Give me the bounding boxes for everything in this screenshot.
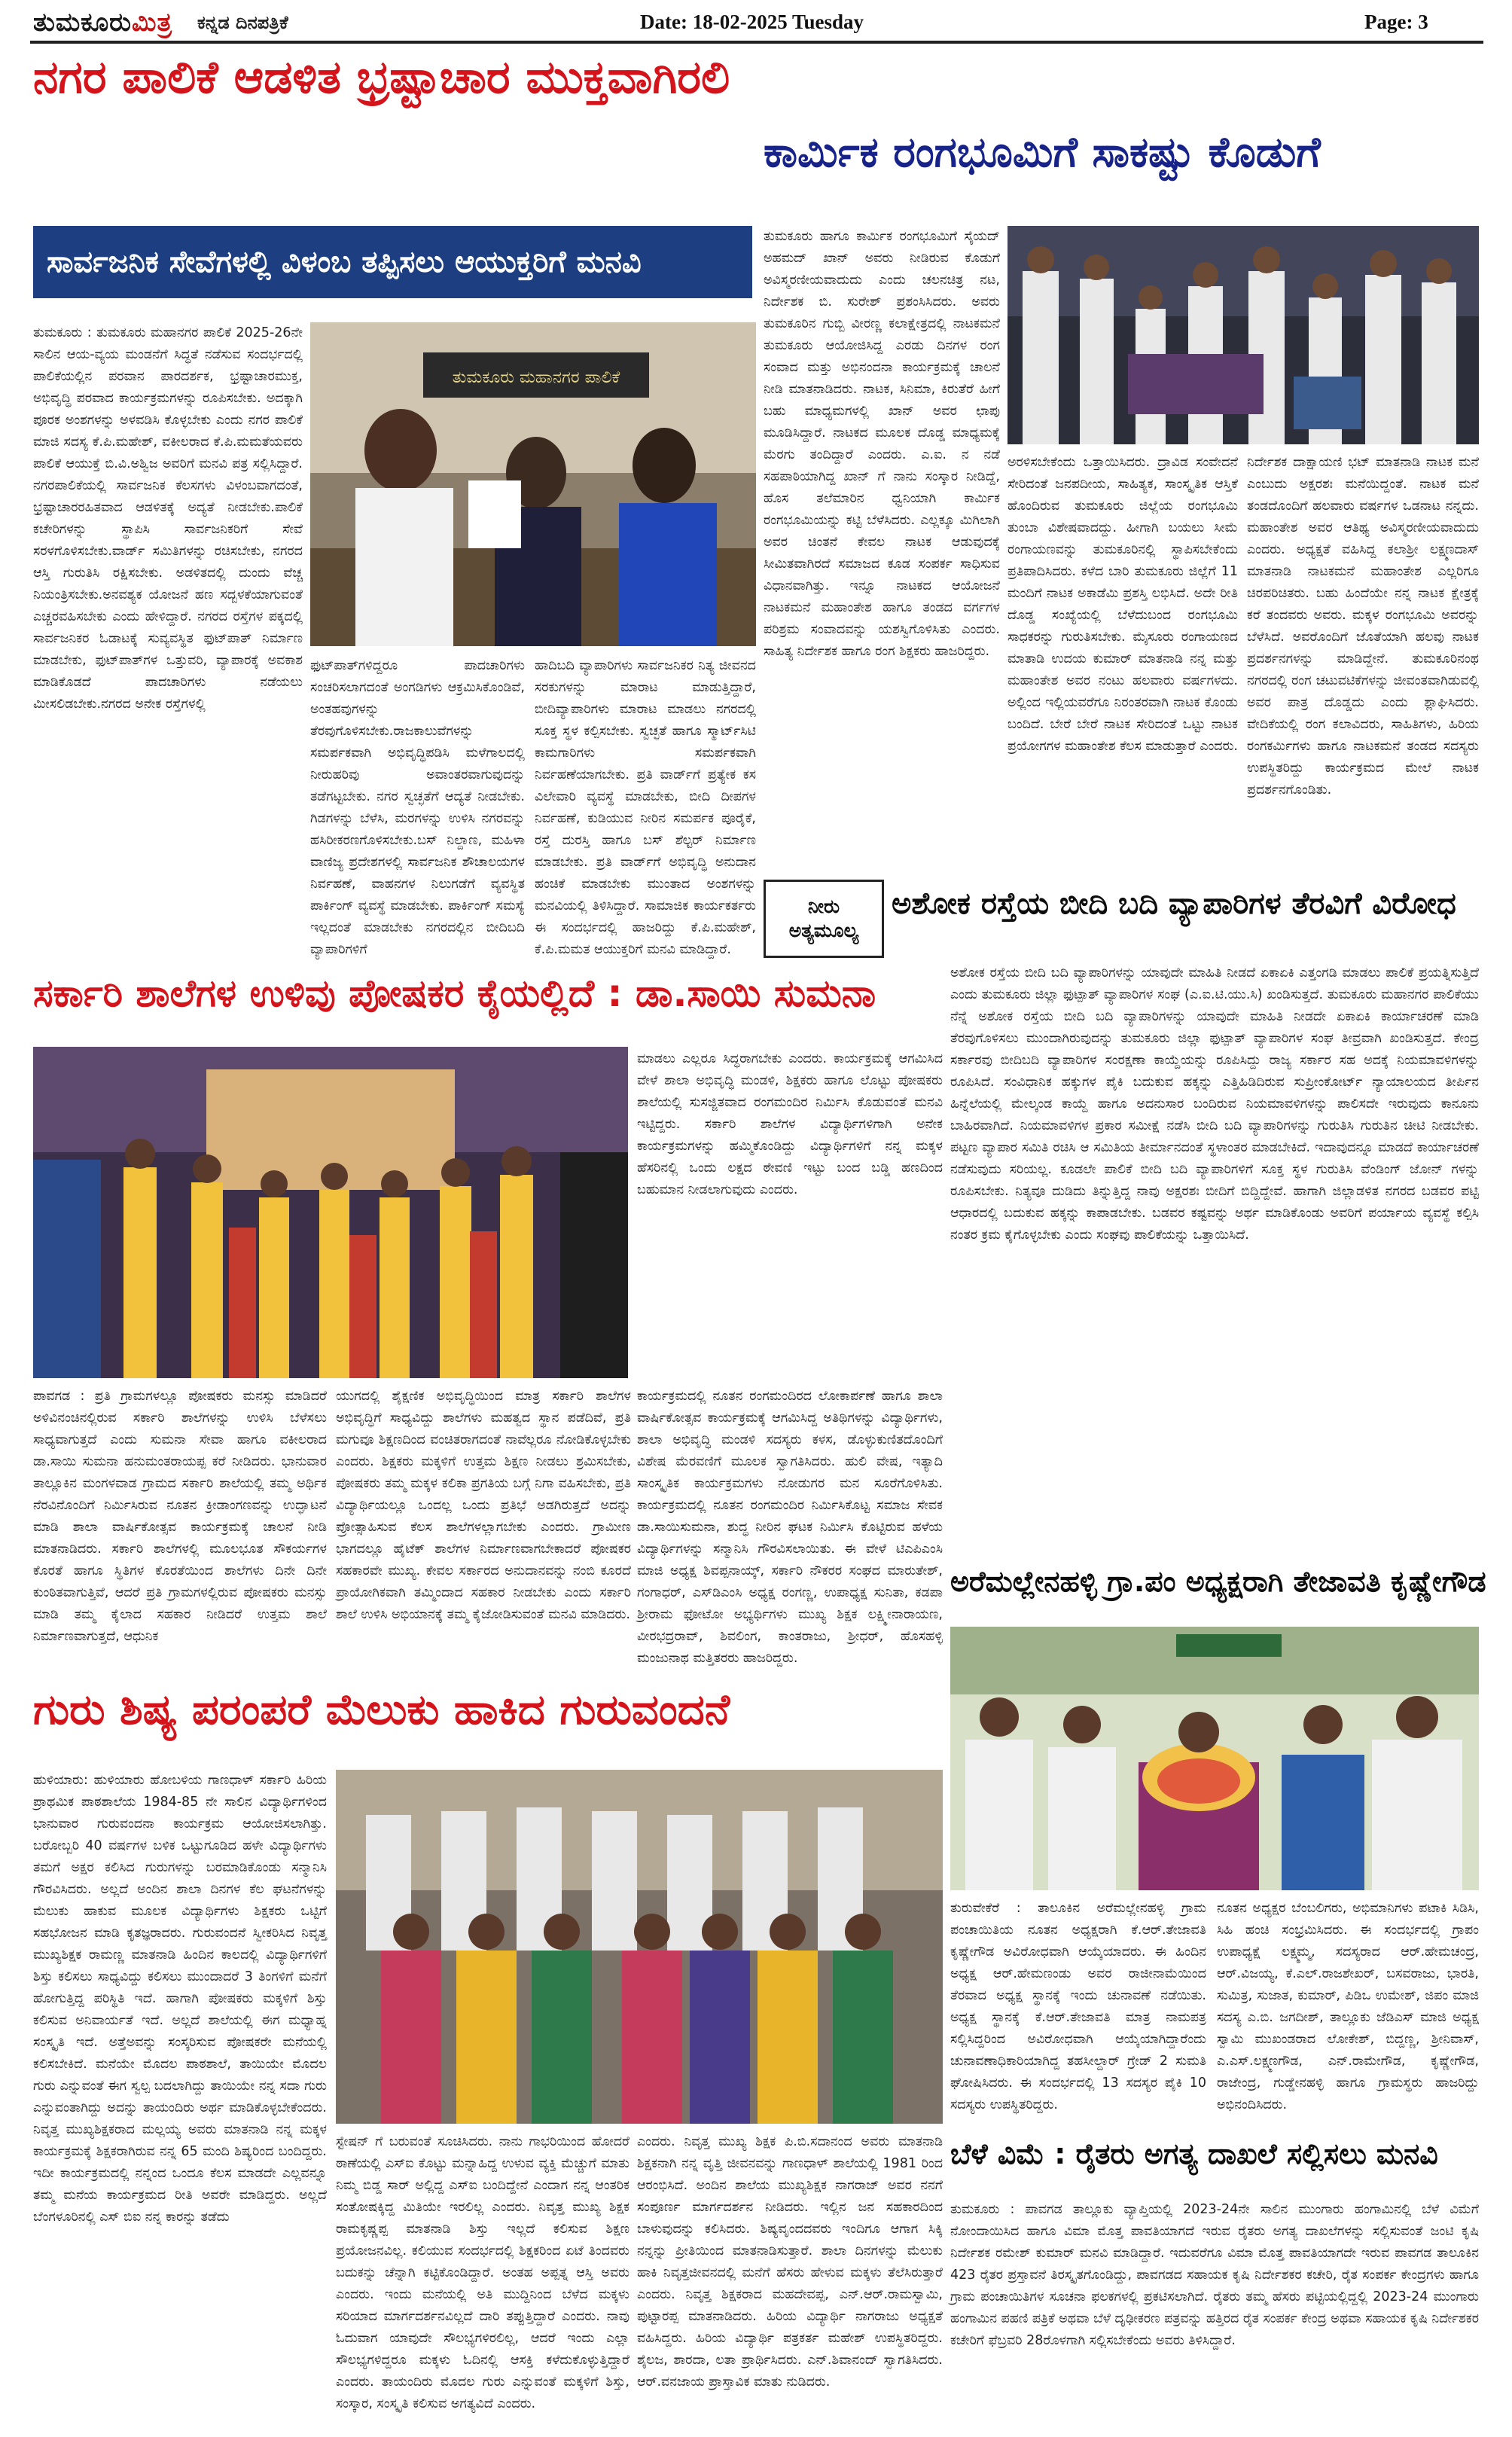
logo-text: ತುಮಕೂರು [33, 8, 132, 38]
article-tejavathi-col2: ನೂತನ ಅಧ್ಯಕ್ಷರ ಬೆಂಬಲಿಗರು, ಅಭಿಮಾನಿಗಳು ಪಟಾಕಿ ಸಿಡಿಸಿ, ಸಿಹಿ ಹಂಚಿ ಸಂಭ್ರಮಿಸಿದರು. ಈ ಸಂದರ್ಭದಲ್ಲಿ ಗ್ರಾಪಂ ಉಪಾಧ್ಯಕ್ಷೆ ಲಕ್ಷ್ಮಮ್ಮ, ಸದಸ್ಯರಾದ ಆರ್.ಹೇಮಚಂದ್ರ, ಆರ್.ವಿಜಯ್ಯ, ಕೆ.ಎಲ್.ರಾಜಶೇಖರ್, ಬಸವರಾಜು, ಭಾರತಿ, ಸುಮಿತ್ರ, ಸುಜಾತ, ಕುಮಾರ್, ಪಿಡಿಒ ಉಮೇಶ್, ಜಿಪಂ ಮಾಜಿ ಸದಸ್ಯ ಎ.ಬಿ. ಜಗದೀಶ್, ತಾಲ್ಲೂಕು ಜೆಡಿಎಸ್ ಮಾಜಿ ಅಧ್ಯಕ್ಷ ಸ್ವಾಮಿ ಮುಖಂಡರಾದ ಲೋಕೇಶ್, ಬಿದ್ದಣ್ಣ, ಶ್ರೀನಿವಾಸ್, ಎ.ಎಸ್.ಲಕ್ಷ್ಮಣಗೌಡ, ಎನ್.ರಾಮೇಗೌಡ, ಕೃಷ್ಣೇಗೌಡ, ರಾಜೇಂದ್ರ, ಗುಡ್ಡೇನಹಳ್ಳಿ ಹಾಗೂ ಗ್ರಾಮಸ್ಥರು ಹಾಜರಿದ್ದು ಅಭಿನಂದಿಸಿದರು. [1217, 1901, 1479, 2112]
photo-theatre-event [1007, 226, 1479, 444]
photo-illustration [33, 1047, 628, 1378]
issue-date: Date: 18-02-2025 Tuesday [640, 11, 864, 33]
photo-illustration [950, 1627, 1479, 1890]
headline-crop-insurance: ಬೆಳೆ ವಿಮೆ : ರೈತರು ಅಗತ್ಯ ದಾಖಲೆ ಸಲ್ಲಿಸಲು ಮನವಿ [950, 2137, 1438, 2170]
article-guru-col1: ಹುಳಿಯಾರು: ಹುಳಿಯಾರು ಹೋಬಳಿಯ ಗಾಣಧಾಳ್ ಸರ್ಕಾರಿ ಹಿರಿಯ ಪ್ರಾಥಮಿಕ ಪಾಠಶಾಲೆಯ 1984-85 ನೇ ಸಾಲಿನ ವಿದ್ಯಾರ್ಥಿಗಳಿಂದ ಭಾನುವಾರ ಗುರುವಂದನಾ ಕಾರ್ಯಕ್ರಮ ಆಯೋಜಿಸಲಾಗಿತ್ತು. ಬರೋಬ್ಬರಿ 40 ವರ್ಷಗಳ ಬಳಿಕ ಒಟ್ಟುಗೂಡಿದ ಹಳೇ ವಿದ್ಯಾರ್ಥಿಗಳು ತಮಗೆ ಅಕ್ಷರ ಕಲಿಸಿದ ಗುರುಗಳನ್ನು ಬರಮಾಡಿಕೊಂಡು ಸನ್ಮಾನಿಸಿ ಗೌರವಿಸಿದರು. ಅಲ್ಲದೆ ಅಂದಿನ ಶಾಲಾ ದಿನಗಳ ಕೆಲ ಘಟನೆಗಳನ್ನು ಮೆಲುಕು ಹಾಕುವ ಮೂಲಕ ವಿದ್ಯಾರ್ಥಿಗಳು ಶಿಕ್ಷಕರು ಒಟ್ಟಿಗೆ ಸಹಭೋಜನ ಮಾಡಿ ಕೃತಜ್ಞರಾದರು. ಗುರುವಂದನೆ ಸ್ವೀಕರಿಸಿದ ನಿವೃತ್ತ ಮುಖ್ಯಶಿಕ್ಷಕ ರಾಮಣ್ಣ ಮಾತನಾಡಿ ಹಿಂದಿನ ಕಾಲದಲ್ಲಿ ವಿದ್ಯಾರ್ಥಿಗಳಿಗೆ ಶಿಸ್ತು ಕಲಿಸಲು ಸಾಧ್ಯವಿದ್ದು ಕಲಿಸಲು ಮುಂದಾದರೆ 3 ತಿಂಗಳಿಗೆ ಮನೆಗೆ ಹೋಗುತ್ತಿದ್ದ ಪರಿಸ್ಥಿತಿ ಇದೆ. ಹಾಗಾಗಿ ಪೋಷಕರು ಮಕ್ಕಳಿಗೆ ಶಿಸ್ತು ಕಲಿಸುವ ಅನಿವಾರ್ಯತೆ ಇದೆ. ಅಲ್ಲದೆ ಶಾಲೆಯಲ್ಲಿ ಈಗ ಮಧ್ಯಾಹ್ನ ಸಂಸ್ಕೃತಿ ಇದೆ. ಅತ್ತೆಅವನ್ನು ಸಂಸ್ಕರಿಸುವ ಪೋಷಕರೇ ಮನೆಯಲ್ಲಿ ಕಲಿಸಬೇಕಿದೆ. ಮನೆಯೇ ಮೊದಲ ಪಾಠಶಾಲೆ, ತಾಯಿಯೇ ಮೊದಲ ಗುರು ಎನ್ನುವಂತೆ ಈಗ ಸ್ವಲ್ಪ ಬದಲಾಗಿದ್ದು ತಾಯಿಯೇ ನನ್ನ ಸದಾ ಗುರು ಎನ್ನುವಂತಾಗಿದ್ದು ಅದನ್ನು ತಾಯಂದಿರು ಅರ್ಥ ಮಾಡಿಕೊಳ್ಳಬೇಕೆಂದರು. ನಿವೃತ್ತ ಮುಖ್ಯಶಿಕ್ಷಕರಾದ ಮಲ್ಲಯ್ಯ ಅವರು ಮಾತನಾಡಿ ನನ್ನ ಮಕ್ಕಳ ಕಾರ್ಯಕ್ರಮಕ್ಕೆ ಶಿಕ್ಷಕರಾಗಿರುವ ನನ್ನ 65 ಮಂದಿ ಶಿಷ್ಯರಿಂದ ಬಂದಿದ್ದರು. ಇದೀ ಕಾರ್ಯಕ್ರಮದಲ್ಲಿ ನನ್ನಂದ ಒಂದೂ ಕೆಲಸ ಮಾಡದೇ ಎಲ್ಲವನ್ನೂ ತಮ್ಮ ಮನೆಯ ಕಾರ್ಯಕ್ರಮದ ರೀತಿ ಅವರೇ ಮಾಡಿದ್ದರು. ಅಲ್ಲದೆ ಬೆಂಗಳೂರಿನಲ್ಲಿ ಎಸ್ ಬಿಐ ನನ್ನ ಕಾರನ್ನು ತಡೆದು [33, 1773, 327, 2225]
photo-illustration [1007, 226, 1479, 444]
logo-text-accent: ಮಿತ್ರ [131, 8, 172, 38]
masthead-divider [30, 41, 1483, 44]
slogan-line-2: ಅತ್ಯಮೂಲ್ಯ [788, 920, 859, 941]
headline-guru-vandane: ಗುರು ಶಿಷ್ಯ ಪರಂಪರೆ ಮೆಲುಕು ಹಾಕಿದ ಗುರುವಂದನೆ [33, 1685, 730, 1734]
article-corruption-col3: ಹಾದಿಬದಿ ವ್ಯಾಪಾರಿಗಳು ಸಾರ್ವಜನಿಕರ ನಿತ್ಯ ಜೀವನದ ಸರಕುಗಳನ್ನು ಮಾರಾಟ ಮಾಡುತ್ತಿದ್ದಾರೆ, ಬೀದಿವ್ಯಾಪಾರಿಗಳು ಮಾರಾಟ ಮಾಡಲು ನಗರದಲ್ಲಿ ಸೂಕ್ತ ಸ್ಥಳ ಕಲ್ಪಿಸಬೇಕು. ಸ್ವಚ್ಛತೆ ಹಾಗೂ ಸ್ಮಾರ್ಟ್‌ಸಿಟಿ ಕಾಮಗಾರಿಗಳು ಸಮರ್ಪಕವಾಗಿ ನಿರ್ವಹಣೆಯಾಗಬೇಕು. ಪ್ರತಿ ವಾರ್ಡ್‌ಗೆ ಪ್ರತ್ಯೇಕ ಕಸ ವಿಲೇವಾರಿ ವ್ಯವಸ್ಥೆ ಮಾಡಬೇಕು, ಬೀದಿ ದೀಪಗಳ ನಿರ್ವಹಣೆ, ಕುಡಿಯುವ ನೀರಿನ ಸಮರ್ಪಕ ಪೂರೈಕೆ, ರಸ್ತೆ ದುರಸ್ತಿ ಹಾಗೂ ಬಸ್ ಶೆಲ್ಟರ್ ನಿರ್ಮಾಣ ಮಾಡಬೇಕು. ಪ್ರತಿ ವಾರ್ಡ್‌ಗೆ ಅಭಿವೃದ್ಧಿ ಅನುದಾನ ಹಂಚಿಕೆ ಮಾಡಬೇಕು ಮುಂತಾದ ಅಂಶಗಳನ್ನು ಮನವಿಯಲ್ಲಿ ತಿಳಿಸಿದ್ದಾರೆ. ಸಾಮಾಜಿಕ ಕಾರ್ಯಕರ್ತರು ಈ ಸಂದರ್ಭದಲ್ಲಿ ಹಾಜರಿದ್ದು ಕೆ.ಪಿ.ಮಹೇಶ್, ಕೆ.ಪಿ.ಮಮತ ಆಯುಕ್ತರಿಗೆ ಮನವಿ ಮಾಡಿದ್ದಾರೆ. [535, 658, 756, 957]
photo-illustration [336, 1770, 943, 2124]
article-schools-col1: ಪಾವಗಡ : ಪ್ರತಿ ಗ್ರಾಮಗಳಲ್ಲೂ ಪೋಷಕರು ಮನಸ್ಸು ಮಾಡಿದರೆ ಅಳಿವಿನಂಚಿನಲ್ಲಿರುವ ಸರ್ಕಾರಿ ಶಾಲೆಗಳನ್ನು ಉಳಿಸಿ ಬೆಳೆಸಲು ಸಾಧ್ಯವಾಗುತ್ತದೆ ಎಂದು ಸುಮನಾ ಸೇವಾ ಹಾಗೂ ವಕೀಲರಾದ ಡಾ.ಸಾಯಿ ಸುಮನಾ ಹನುಮಂತರಾಯಪ್ಪ ಕರೆ ನೀಡಿದರು. ಭಾನುವಾರ ತಾಲ್ಲೂಕಿನ ಮಂಗಳವಾಡ ಗ್ರಾಮದ ಸರ್ಕಾರಿ ಶಾಲೆಯಲ್ಲಿ ತಮ್ಮ ಅರ್ಥಿಕ ನೆರವಿನೊಂದಿಗೆ ನಿರ್ಮಿಸಿರುವ ನೂತನ ಕ್ರೀಡಾಂಗಣವನ್ನು ಉದ್ಘಾಟನೆ ಮಾಡಿ ಶಾಲಾ ವಾರ್ಷಿಕೋತ್ಸವ ಕಾರ್ಯಕ್ರಮಕ್ಕೆ ಚಾಲನೆ ನೀಡಿ ಮಾತನಾಡಿದರು. ಸರ್ಕಾರಿ ಶಾಲೆಗಳಲ್ಲಿ ಮೂಲಭೂತ ಸೌಕರ್ಯಗಳ ಕೊರತೆ ಹಾಗೂ ಸ್ಥಿತಿಗಳ ಕೊರತೆಯಿಂದ ಶಾಲೆಗಳು ದಿನೇ ದಿನೇ ಕುಂಠಿತವಾಗುತ್ತಿವೆ, ಆದರೆ ಪ್ರತಿ ಗ್ರಾಮಗಳಲ್ಲಿರುವ ಪೋಷಕರು ಮನಸ್ಸು ಮಾಡಿ ತಮ್ಮ ಕೈಲಾದ ಸಹಕಾರ ನೀಡಿದರೆ ಉತ್ತಮ ಶಾಲೆ ನಿರ್ಮಾಣವಾಗುತ್ತದೆ, ಆಧುನಿಕ [33, 1389, 327, 1644]
photo-commissioner-memorandum [310, 322, 756, 646]
article-schools-col2: ಯುಗದಲ್ಲಿ ಶೈಕ್ಷಣಿಕ ಅಭಿವೃದ್ಧಿಯಿಂದ ಮಾತ್ರ ಸರ್ಕಾರಿ ಶಾಲೆಗಳ ಅಭಿವೃದ್ಧಿಗೆ ಸಾಧ್ಯವಿದ್ದು ಶಾಲೆಗಳು ಮಹತ್ವದ ಸ್ಥಾನ ಪಡೆದಿವೆ, ಪ್ರತಿ ಮಗುವೂ ಶಿಕ್ಷಣದಿಂದ ವಂಚಿತರಾಗದಂತೆ ನಾವೆಲ್ಲರೂ ನೋಡಿಕೊಳ್ಳಬೇಕು ಎಂದರು. ಶಿಕ್ಷಕರು ಮಕ್ಕಳಿಗೆ ಉತ್ತಮ ಶಿಕ್ಷಣ ನೀಡಲು ಶ್ರಮಿಸಬೇಕು, ಪೋಷಕರು ತಮ್ಮ ಮಕ್ಕಳ ಕಲಿಕಾ ಪ್ರಗತಿಯ ಬಗ್ಗೆ ನಿಗಾ ವಹಿಸಬೇಕು, ಪ್ರತಿ ವಿದ್ಯಾರ್ಥಿಯಲ್ಲೂ ಒಂದಲ್ಲ ಒಂದು ಪ್ರತಿಭೆ ಅಡಗಿರುತ್ತದೆ ಅದನ್ನು ಪ್ರೋತ್ಸಾಹಿಸುವ ಕೆಲಸ ಶಾಲೆಗಳಲ್ಲಾಗಬೇಕು ಎಂದರು. ಗ್ರಾಮೀಣ ಭಾಗದಲ್ಲೂ ಹೈಟೆಕ್ ಶಾಲೆಗಳ ನಿರ್ಮಾಣವಾಗಬೇಕಾದರೆ ಪೋಷಕರ ಸಹಕಾರವೇ ಮುಖ್ಯ. ಕೇವಲ ಸರ್ಕಾರದ ಅನುದಾನವನ್ನು ನಂಬಿ ಕೂರದೆ ಪ್ರಾಯೋಗಿಕವಾಗಿ ತಮ್ಮಿಂದಾದ ಸಹಕಾರ ನೀಡಬೇಕು ಎಂದು ಸರ್ಕಾರಿ ಶಾಲೆ ಉಳಿಸಿ ಅಭಿಯಾನಕ್ಕೆ ತಮ್ಮ ಕೈಜೋಡಿಸುವಂತೆ ಮನವಿ ಮಾಡಿದರು. [336, 1389, 631, 1622]
page-number: Page: 3 [1364, 11, 1428, 33]
article-guru-col3: ಎಂದರು. ನಿವೃತ್ತ ಮುಖ್ಯ ಶಿಕ್ಷಕ ಪಿ.ಬಿ.ಸದಾನಂದ ಅವರು ಮಾತನಾಡಿ ಶಿಕ್ಷಕನಾಗಿ ನನ್ನ ವೃತ್ತಿ ಜೀವನವನ್ನು ಗಾಣಧಾಳ್ ಶಾಲೆಯಲ್ಲಿ 1981 ರಿಂದ ಆರಂಭಿಸಿದೆ. ಅಂದಿನ ಶಾಲೆಯ ಮುಖ್ಯಶಿಕ್ಷಕ ನಾಗರಾಜ್ ಅವರ ನನಗೆ ಸಂಪೂರ್ಣ ಮಾರ್ಗದರ್ಶನ ನೀಡಿದರು. ಇಲ್ಲಿನ ಜನ ಸಹಕಾರದಿಂದ ಬಾಳುವುದನ್ನು ಕಲಿಸಿದರು. ಶಿಷ್ಯವೃಂದದವರು ಇಂದಿಗೂ ಆಗಾಗ ಸಿಕ್ಕಿ ನನ್ನನ್ನು ಪ್ರೀತಿಯಿಂದ ಮಾತನಾಡಿಸುತ್ತಾರೆ. ಶಾಲಾ ದಿನಗಳನ್ನು ಮೆಲುಕು ಹಾಕಿ ನಿವೃತ್ತಜೀವನದಲ್ಲಿ ಮನೆಗೆ ಹೆಸರು ಹೇಳುವ ಮಕ್ಕಳು ತೆಲೆಸಿರುತ್ತಾರೆ ಎಂದರು. ನಿವೃತ್ತ ಶಿಕ್ಷಕರಾದ ಮಹದೇವಪ್ಪ, ಎನ್.ಆರ್.ರಾಮಸ್ವಾಮಿ, ಪುಟ್ಟಾರಪ್ಪ ಮಾತನಾಡಿದರು. ಹಿರಿಯ ವಿದ್ಯಾರ್ಥಿ ನಾಗರಾಜು ಅಧ್ಯಕ್ಷತೆ ವಹಿಸಿದ್ದರು. ಹಿರಿಯ ವಿದ್ಯಾರ್ಥಿ ಪತ್ರಕರ್ತ ಮಹೇಶ್ ಉಪಸ್ಥಿತರಿದ್ದರು. ಶೈಲಜ, ಶಾರದಾ, ಲತಾ ಪ್ರಾರ್ಥಿಸಿದರು. ಎನ್.ಶಿವಾನಂದ್ ಸ್ವಾಗತಿಸಿದರು. ಆರ್.ವನಜಾಯ ಪ್ರಾಸ್ತಾವಿಕ ಮಾತು ನುಡಿದರು. [637, 2134, 943, 2390]
article-tejavathi-col1: ತುರುವೇಕೆರೆ : ತಾಲೂಕಿನ ಅರೆಮಲ್ಲೇನಹಳ್ಳಿ ಗ್ರಾಮ ಪಂಚಾಯಿತಿಯ ನೂತನ ಅಧ್ಯಕ್ಷರಾಗಿ ಕೆ.ಆರ್.ತೇಜಾವತಿ ಕೃಷ್ಣೇಗೌಡ ಅವಿರೋಧವಾಗಿ ಆಯ್ಕೆಯಾದರು. ಈ ಹಿಂದಿನ ಅಧ್ಯಕ್ಷ ಆರ್.ಹೇಮಣಂಡು ಅವರ ರಾಜೀನಾಮೆಯಿಂದ ತೆರವಾದ ಅಧ್ಯಕ್ಷ ಸ್ಥಾನಕ್ಕೆ ಇಂದು ಚುನಾವಣೆ ನಡೆಯಿತು. ಅಧ್ಯಕ್ಷ ಸ್ಥಾನಕ್ಕೆ ಕೆ.ಆರ್.ತೇಜಾವತಿ ಮಾತ್ರ ನಾಮಪತ್ರ ಸಲ್ಲಿಸಿದ್ದರಿಂದ ಅವಿರೋಧವಾಗಿ ಆಯ್ಕೆಯಾಗಿದ್ದಾರೆಂದು ಚುನಾವಣಾಧಿಕಾರಿಯಾಗಿದ್ದ ತಹಸೀಲ್ದಾರ್ ಗ್ರೇಡ್ 2 ಸುಮತಿ ಘೋಷಿಸಿದರು. ಈ ಸಂದರ್ಭದಲ್ಲಿ 13 ಸದಸ್ಯರ ಪೈಕಿ 10 ಸದಸ್ಯರು ಉಪಸ್ಥಿತರಿದ್ದರು. [950, 1901, 1206, 2112]
headline-tejavathi: ಅರೆಮಲ್ಲೇನಹಳ್ಳಿ ಗ್ರಾ.ಪಂ ಅಧ್ಯಕ್ಷರಾಗಿ ತೇಜಾವತಿ ಕೃಷ್ಣೇಗೌಡ [950, 1565, 1486, 1598]
photo-guru-vandane [336, 1770, 943, 2124]
slogan-line-1: ನೀರು [807, 895, 840, 917]
headline-ashoka-road: ಅಶೋಕ ರಸ್ತೆಯ ಬೀದಿ ಬದಿ ವ್ಯಾಪಾರಿಗಳ ತೆರವಿಗೆ ವಿರೋಧ [892, 886, 1456, 921]
newspaper-subtitle: ಕನ್ನಡ ದಿನಪತ್ರಿಕೆ [197, 12, 288, 33]
article-schools-col3: ಕಾರ್ಯಕ್ರಮದಲ್ಲಿ ನೂತನ ರಂಗಮಂದಿರದ ಲೋಕಾರ್ಪಣೆ ಹಾಗೂ ಶಾಲಾ ವಾರ್ಷಿಕೋತ್ಸವ ಕಾರ್ಯಕ್ರಮಕ್ಕೆ ಆಗಮಿಸಿದ್ದ ಅತಿಥಿಗಳನ್ನು ವಿದ್ಯಾರ್ಥಿಗಳು, ಶಾಲಾ ಅಭಿವೃದ್ಧಿ ಮಂಡಳಿ ಸದಸ್ಯರು ಕಳಸ, ಡೊಳ್ಳುಕುಣಿತದೊಂದಿಗೆ ವಿಶೇಷ ಮೆರವಣಿಗೆ ಮೂಲಕ ಸ್ವಾಗತಿಸಿದರು. ಹುಲಿ ವೇಷ, ಇತ್ಯಾದಿ ಸಾಂಸ್ಕೃತಿಕ ಕಾರ್ಯಕ್ರಮಗಳು ನೋಡುಗರ ಮನ ಸೂರೆಗೊಳಿಸಿತು. ಕಾರ್ಯಕ್ರಮದಲ್ಲಿ ನೂತನ ರಂಗಮಂದಿರ ನಿರ್ಮಿಸಿಕೊಟ್ಟ ಸಮಾಜ ಸೇವಕ ಡಾ.ಸಾಯಿಸುಮನಾ, ಶುದ್ಧ ನೀರಿನ ಘಟಕ ನಿರ್ಮಿಸಿ ಕೊಟ್ಟಿರುವ ಹಳೆಯ ವಿದ್ಯಾರ್ಥಿಗಳನ್ನು ಸನ್ಮಾನಿಸಿ ಗೌರವಿಸಲಾಯಿತು. ಈ ವೇಳೆ ಟಿಎಪಿಎಂಸಿ ಮಾಜಿ ಅಧ್ಯಕ್ಷ ಶಿವಪ್ಪನಾಯ್ಕ್, ಸರ್ಕಾರಿ ನೌಕರರ ಸಂಘದ ಮಾರುತೇಶ್, ಗಂಗಾಧರ್, ಎಸ್‌ಡಿಎಂಸಿ ಅಧ್ಯಕ್ಷ ರಂಗಣ್ಣ, ಉಪಾಧ್ಯಕ್ಷ ಸುನಿತಾ, ಕಡಪಾ ಶ್ರೀರಾಮ ಫೋಟೋ ಅಭ್ಯರ್ಥಿಗಳು ಮುಖ್ಯ ಶಿಕ್ಷಕ ಲಕ್ಷ್ಮೀನಾರಾಯಣ, ವೀರಭದ್ರರಾವ್, ಶಿವಲಿಂಗ, ಕಾಂತರಾಜು, ಶ್ರೀಧರ್, ಹೊಸಹಳ್ಳಿ ಮಂಜುನಾಥ ಮತ್ತಿತರರು ಹಾಜರಿದ್ದರು. [637, 1389, 943, 1666]
article-theatre-col3: ನಿರ್ದೇಶಕ ದಾಕ್ಷಾಯಣಿ ಭಟ್ ಮಾತನಾಡಿ ನಾಟಕ ಮನೆ ಎಂಬುದು ಅಕ್ಷರಶಃ ಮನೆಯಿದ್ದಂತೆ. ನಾಟಕ ಮನೆ ತಂಡದೊಂದಿಗೆ ಹಲವಾರು ವರ್ಷಗಳ ಒಡನಾಟ ನನ್ನದು. ಮಹಾಂತೇಶ ಅವರ ಆತಿಥ್ಯ ಅವಿಸ್ಮರಣೀಯವಾದುದು ಎಂದರು. ಅಧ್ಯಕ್ಷತೆ ವಹಿಸಿದ್ದ ಕಲಾಶ್ರೀ ಲಕ್ಷ್ಮಣದಾಸ್ ಮಾತನಾಡಿ ನಾಟಕಮನೆ ಮಹಾಂತೇಶ ಎಲ್ಲರಿಗೂ ಚಿರಪರಿಚಿತರು. ಬಹು ಹಿಂದೆಯೇ ನನ್ನ ನಾಟಕ ಕ್ಷೇತ್ರಕ್ಕೆ ಕರೆ ತಂದವರು ಅವರು. ಮಕ್ಕಳ ರಂಗಭೂಮಿ ಅವರನ್ನು ಬೆಳೆಸಿದೆ. ಅವರೊಂದಿಗೆ ಜೊತೆಯಾಗಿ ಹಲವು ನಾಟಕ ಪ್ರದರ್ಶನಗಳನ್ನು ಮಾಡಿದ್ದೇನೆ. ತುಮಕೂರಿನಂಥ ನಗರದಲ್ಲಿ ರಂಗ ಚಟುವಟಿಕೆಗಳನ್ನು ಜೀವಂತವಾಗಿಡುವಲ್ಲಿ ಅವರ ಪಾತ್ರ ದೊಡ್ಡದು ಎಂದು ಶ್ಲಾಘಿಸಿದರು. ವೇದಿಕೆಯಲ್ಲಿ ರಂಗ ಕಲಾವಿದರು, ಸಾಹಿತಿಗಳು, ಹಿರಿಯ ರಂಗಕರ್ಮಿಗಳು ಹಾಗೂ ನಾಟಕಮನೆ ತಂಡದ ಸದಸ್ಯರು ಉಪಸ್ಥಿತರಿದ್ದು ಕಾರ್ಯಕ್ರಮದ ಮೇಲೆ ನಾಟಕ ಪ್ರದರ್ಶನಗೊಂಡಿತು. [1247, 455, 1479, 798]
article-corruption-col2: ಫುಟ್‌ಪಾತ್‌ಗಳಿದ್ದರೂ ಪಾದಚಾರಿಗಳು ಸಂಚರಿಸಲಾಗದಂತೆ ಅಂಗಡಿಗಳು ಆಕ್ರಮಿಸಿಕೊಂಡಿವೆ, ಅಂತಹವುಗಳನ್ನು ತೆರವುಗೊಳಿಸಬೇಕು.ರಾಜಕಾಲುವೆಗಳನ್ನು ಸಮರ್ಪಕವಾಗಿ ಅಭಿವೃದ್ಧಿಪಡಿಸಿ ಮಳೆಗಾಲದಲ್ಲಿ ನೀರುಹರಿವು ಅವಾಂತರವಾಗುವುದನ್ನು ತಡೆಗಟ್ಟಬೇಕು. ನಗರ ಸ್ವಚ್ಛತೆಗೆ ಆದ್ಯತೆ ನೀಡಬೇಕು. ಗಿಡಗಳನ್ನು ಬೆಳೆಸಿ, ಮರಗಳನ್ನು ಉಳಿಸಿ ನಗರವನ್ನು ಹಸಿರೀಕರಣಗೊಳಿಸಬೇಕು.ಬಸ್ ನಿಲ್ದಾಣ, ಮಹಿಳಾ ವಾಣಿಜ್ಯ ಪ್ರದೇಶಗಳಲ್ಲಿ ಸಾರ್ವಜನಿಕ ಶೌಚಾಲಯಗಳ ನಿರ್ವಹಣೆ, ವಾಹನಗಳ ನಿಲುಗಡೆಗೆ ವ್ಯವಸ್ಥಿತ ಪಾರ್ಕಿಂಗ್ ವ್ಯವಸ್ಥೆ ಮಾಡಬೇಕು. ಪಾರ್ಕಿಂಗ್ ಸಮಸ್ಯೆ ಇಲ್ಲದಂತೆ ಮಾಡಬೇಕು ನಗರದಲ್ಲಿನ ಬೀದಿಬದಿ ವ್ಯಾಪಾರಿಗಳಿಗೆ [310, 658, 525, 957]
article-corruption-col1: ತುಮಕೂರು : ತುಮಕೂರು ಮಹಾನಗರ ಪಾಲಿಕೆ 2025-26ನೇ ಸಾಲಿನ ಆಯ-ವ್ಯಯ ಮಂಡನೆಗೆ ಸಿದ್ಧತೆ ನಡೆಸುವ ಸಂದರ್ಭದಲ್ಲಿ ಪಾಲಿಕೆಯಲ್ಲಿನ ಪರವಾನ ಪಾರದರ್ಶಕ, ಭ್ರಷ್ಟಾಚಾರಮುಕ್ತ, ಅಭಿವೃದ್ಧಿ ಪರವಾದ ಕಾರ್ಯಕ್ರಮಗಳನ್ನು ರೂಪಿಸಬೇಕು. ಅದಕ್ಕಾಗಿ ಪೂರಕ ಅಂಶಗಳನ್ನು ಅಳವಡಿಸಿ ಕೊಳ್ಳಬೇಕು ಎಂದು ನಗರ ಪಾಲಿಕೆ ಮಾಜಿ ಸದಸ್ಯ ಕೆ.ಪಿ.ಮಹೇಶ್, ವಕೀಲರಾದ ಕೆ.ಪಿ.ಮಮತೆಯವರು ಪಾಲಿಕೆ ಆಯುಕ್ತೆ ಬಿ.ವಿ.ಅಶ್ವಿಜ ಅವರಿಗೆ ಮನವಿ ಪತ್ರ ಸಲ್ಲಿಸಿದ್ದಾರೆ. ನಗರಪಾಲಿಕೆಯಲ್ಲಿ ಸಾರ್ವಜನಿಕ ಕೆಲಸಗಳು ವಿಳಂಬವಾಗದಂತೆ, ಭ್ರಷ್ಟಾಚಾರರಹಿತವಾದ ಆಡಳಿತಕ್ಕೆ ಅದ್ಯತೆ ನೀಡಬೇಕು.ಪಾಲಿಕೆ ಕಚೇರಿಗಳನ್ನು ಸ್ಥಾಪಿಸಿ ಸಾರ್ವಜನಿಕರಿಗೆ ಸೇವೆ ಸರಳಗೊಳಿಸಬೇಕು.ವಾರ್ಡ್ ಸಮಿತಿಗಳನ್ನು ರಚಿಸಬೇಕು, ನಗರದ ಆಸ್ತಿ ಗುರುತಿಸಿ ರಕ್ಷಿಸಬೇಕು. ಅಡಳಿತದಲ್ಲಿ ದುಂದು ವೆಚ್ಚ ನಿಯಂತ್ರಿಸಬೇಕು.ಅನವಶ್ಯಕ ಯೋಜನೆ ಹಣ ಸದ್ಬಳಕೆಯಾಗುವಂತೆ ಎಚ್ಚರವಹಿಸಬೇಕು ಎಂದು ಹೇಳಿದ್ದಾರೆ. ನಗರದ ರಸ್ತೆಗಳ ಪಕ್ಕದಲ್ಲಿ ಸಾರ್ವಜನಿಕರ ಓಡಾಟಕ್ಕೆ ಸುವ್ಯವಸ್ಥಿತ ಫುಟ್‌ಪಾತ್ ನಿರ್ಮಾಣ ಮಾಡಬೇಕು, ಫುಟ್‌ಪಾತ್‌ಗಳ ಒತ್ತುವರಿ, ವ್ಯಾಪಾರಕ್ಕೆ ಅವಕಾಶ ಮಾಡಿಕೊಡದೆ ಪಾದಚಾರಿಗಳು ನಡೆಯಲು ಮೀಸಲಿಡಬೇಕು.ನಗರದ ಅನೇಕ ರಸ್ತೆಗಳಲ್ಲಿ [33, 325, 303, 712]
neeru-slogan-box [764, 880, 884, 958]
photo-school-function [33, 1047, 628, 1378]
article-ashoka-road-body: ಅಶೋಕ ರಸ್ತೆಯ ಬೀದಿ ಬದಿ ವ್ಯಾಪಾರಿಗಳನ್ನು ಯಾವುದೇ ಮಾಹಿತಿ ನೀಡದೆ ಏಕಾಏಕಿ ಎತ್ತಂಗಡಿ ಮಾಡಲು ಪಾಲಿಕೆ ಪ್ರಯತ್ನಿಸುತ್ತಿದೆ ಎಂದು ತುಮಕೂರು ಜಿಲ್ಲಾ ಫುಟ್ಪಾತ್ ವ್ಯಾಪಾರಿಗಳ ಸಂಘ (ಎ.ಐ.ಟಿ.ಯು.ಸಿ) ಖಂಡಿಸುತ್ತದೆ. ತುಮಕೂರು ಮಹಾನಗರ ಪಾಲಿಕೆಯು ನೆನ್ನೆ ಅಶೋಕ ರಸ್ತೆಯ ಬೀದಿ ಬದಿ ವ್ಯಾಪಾರಿಗಳನ್ನು ಯಾವುದೇ ಮಾಹಿತಿ ನೀಡದೇ ಏಕಾಏಕಿ ಕಾರ್ಯಾಚರಣೆ ಮಾಡಿ ತೆರವುಗೊಳಿಸಲು ಮುಂದಾಗಿರುವುದನ್ನು ತುಮಕೂರು ಜಿಲ್ಲಾ ಫುಟ್ಪಾತ್ ವ್ಯಾಪಾರಿಗಳ ಸಂಘ ತೀವ್ರವಾಗಿ ಖಂಡಿಸುತ್ತದೆ. ಕೇಂದ್ರ ಸರ್ಕಾರವು ಬೀದಿಬದಿ ವ್ಯಾಪಾರಿಗಳ ಸಂರಕ್ಷಣಾ ಕಾಯ್ದೆಯನ್ನು ರೂಪಿಸಿದ್ದು ರಾಜ್ಯ ಸರ್ಕಾರ ಸಹ ಅದಕ್ಕೆ ನಿಯಮಾವಳಿಗಳನ್ನು ರೂಪಿಸಿದೆ. ಸಂವಿಧಾನಿಕ ಹಕ್ಕುಗಳ ಪೈಕಿ ಬದುಕುವ ಹಕ್ಕನ್ನು ಎತ್ತಿಹಿಡಿದಿರುವ ಸುಪ್ರೀಂಕೋರ್ಟ್ ನ್ಯಾಯಾಲಯದ ತೀರ್ಪಿನ ಹಿನ್ನೆಲೆಯಲ್ಲಿ ಮೇಲ್ಕಂಡ ಕಾಯ್ದೆ ಹಾಗೂ ಅದನುಸಾರ ಬಂದಿರುವ ನಿಯಮಾವಳಿಗಳನ್ನು ಪಾಲಿಸದೇ ಇರುವುದು ಕಾನೂನು ಬಾಹಿರವಾಗಿದೆ. ನಿಯಮಾವಳಿಗಳ ಪ್ರಕಾರ ಸಮೀಕ್ಷೆ ನಡೆಸಿ ಬೀದಿ ಬದಿ ವ್ಯಾಪಾರಿಗಳನ್ನು ಗುರುತಿಸಿ ಗುರುತಿನ ಚೀಟಿ ನೀಡಬೇಕು. ಪಟ್ಟಣ ವ್ಯಾಪಾರ ಸಮಿತಿ ರಚಿಸಿ ಆ ಸಮಿತಿಯ ತೀರ್ಮಾನದಂತೆ ಸ್ಥಳಾಂತರ ಮಾಡಬೇಕಿದೆ. ಇದಾವುದನ್ನೂ ಮಾಡದೆ ಕಾರ್ಯಾಚರಣೆ ನಡೆಸುವುದು ಸರಿಯಲ್ಲ. ಕೂಡಲೇ ಪಾಲಿಕೆ ಬೀದಿ ಬದಿ ವ್ಯಾಪಾರಿಗಳಿಗೆ ಸೂಕ್ತ ಸ್ಥಳ ಗುರುತಿಸಿ ವೆಂಡಿಂಗ್ ಜೋನ್ ಗಳನ್ನು ರೂಪಿಸಬೇಕು. ನಿತ್ಯವೂ ದುಡಿದು ತಿನ್ನುತ್ತಿದ್ದ ನಾವು ಅಕ್ಷರಶಃ ಬೀದಿಗೆ ಬಿದ್ದಿದ್ದೇವೆ. ಹಾಗಾಗಿ ಜಿಲ್ಲಾಡಳಿತ ನಗರದ ಬಡವರ ಪಟ್ಟಿ ಆಧಾರದಲ್ಲಿ ಬದುಕುವ ಹಕ್ಕನ್ನು ಕಾಪಾಡಬೇಕು. ಬಡವರ ಕಷ್ಟವನ್ನು ಅರ್ಥ ಮಾಡಿಕೊಂಡು ಅವರಿಗೆ ಪರ್ಯಾಯ ವ್ಯವಸ್ಥೆ ಕಲ್ಪಿಸಿ ನಂತರ ಕ್ರಮ ಕೈಗೊಳ್ಳಬೇಕು ಎಂದು ಸಂಘವು ಪಾಲಿಕೆಯನ್ನು ಒತ್ತಾಯಿಸಿದೆ. [950, 965, 1479, 1243]
subheadline-banner: ಸಾರ್ವಜನಿಕ ಸೇವೆಗಳಲ್ಲಿ ವಿಳಂಬ ತಪ್ಪಿಸಲು ಆಯುಕ್ತರಿಗೆ ಮನವಿ [33, 226, 752, 298]
newspaper-logo [33, 8, 172, 38]
office-sign-text: ತುಮಕೂರು ಮಹಾನಗರ ಪಾಲಿಕೆ [452, 368, 620, 387]
article-guru-col2: ಸ್ಟೇಷನ್ ಗೆ ಬರುವಂತೆ ಸೂಚಿಸಿದರು. ನಾನು ಗಾಭರಿಯಿಂದ ಹೋದರೆ ಠಾಣೆಯಲ್ಲಿ ಎಸ್ಐ ಕೊಟ್ಟು ಮನ್ನಾಹಿದ್ದ ಉಳುವ ವ್ಯಕ್ತಿ ಮೆಚ್ಚುಗೆ ಮಾತು ನಿಮ್ಮ ಬಿಡ್ಡ ಸಾರ್ ಅಲ್ಲಿದ್ದ ಎಸ್ಐ ಬಂದಿದ್ದೇನೆ ಎಂದಾಗ ನನ್ನ ಆಂತರಿಕ ಸಂತೋಷಕ್ಕಿದ್ದ ಮಿತಿಯೇ ಇರಲಿಲ್ಲ ಎಂದರು. ನಿವೃತ್ತ ಮುಖ್ಯ ಶಿಕ್ಷಕ ರಾಮಕೃಷ್ಣಪ್ಪ ಮಾತನಾಡಿ ಶಿಸ್ತು ಇಲ್ಲದೆ ಕಲಿಸುವ ಶಿಕ್ಷಣ ಪ್ರಯೋಜನವಿಲ್ಲ. ಕಲಿಯುವ ಸಂದರ್ಭದಲ್ಲಿ ಶಿಕ್ಷಕರಿಂದ ಏಟೆ ತಿಂದವರು ಬದುಕನ್ನು ಚೆನ್ನಾಗಿ ಕಟ್ಟಿಕೊಂಡಿದ್ದಾರೆ. ಅಂತಹ ಅಪ್ಪತ್ನ ಆಸ್ತಿ ಅವರು ಎಂದರು. ಇಂದು ಮನೆಯಲ್ಲಿ ಅತಿ ಮುದ್ದಿನಿಂದ ಬೆಳೆದ ಮಕ್ಕಳು ಸರಿಯಾದ ಮಾರ್ಗದರ್ಶನವಿಲ್ಲದೆ ದಾರಿ ತಪ್ಪುತ್ತಿದ್ದಾರೆ ಎಂದರು. ನಾವು ಓದುವಾಗ ಯಾವುದೇ ಸೌಲಭ್ಯಗಳಿರಲಿಲ್ಲ, ಆದರೆ ಇಂದು ಎಲ್ಲಾ ಸೌಲಭ್ಯಗಳಿದ್ದರೂ ಮಕ್ಕಳು ಓದಿನಲ್ಲಿ ಆಸಕ್ತಿ ಕಳೆದುಕೊಳ್ಳುತ್ತಿದ್ದಾರೆ ಎಂದರು. ತಾಯಂದಿರು ಮೊದಲ ಗುರು ಎನ್ನುವಂತೆ ಮಕ್ಕಳಿಗೆ ಶಿಸ್ತು, ಸಂಸ್ಕಾರ, ಸಂಸ್ಕೃತಿ ಕಲಿಸುವ ಅಗತ್ಯವಿದೆ ಎಂದರು. [336, 2134, 629, 2411]
article-theatre-col2: ಅರಳಿಸಬೇಕೆಂದು ಒತ್ತಾಯಿಸಿದರು. ದ್ರಾವಿಡ ಸಂವೇದನೆ ಸೇರಿದಂತೆ ಜನಪದೀಯ, ಸಾಹಿತ್ಯಕ, ಸಾಂಸ್ಕೃತಿಕ ಆಸ್ತಿಕೆ ಹೊಂದಿರುವ ತುಮಕೂರು ಜಿಲ್ಲೆಯ ರಂಗಭೂಮಿ ತುಂಬಾ ವಿಶೇಷವಾದದ್ದು. ಹೀಗಾಗಿ ಬಯಲು ಸೀಮೆ ರಂಗಾಯಣವನ್ನು ತುಮಕೂರಿನಲ್ಲಿ ಸ್ಥಾಪಿಸಬೇಕೆಂದು ಪ್ರತಿಪಾದಿಸಿದರು. ಕಳೆದ ಬಾರಿ ತುಮಕೂರು ಜಿಲ್ಲೆಗೆ 11 ಮಂದಿಗೆ ನಾಟಕ ಅಕಾಡೆಮಿ ಪ್ರಶಸ್ತಿ ಲಭಿಸಿದೆ. ಅದೇ ರೀತಿ ದೊಡ್ಡ ಸಂಖ್ಯೆಯಲ್ಲಿ ಬೆಳೆದುಬಂದ ರಂಗಭೂಮಿ ಸಾಧಕರನ್ನು ಗುರುತಿಸಬೇಕು. ಮೈಸೂರು ರಂಗಾಯಣದ ಮಾತಾಡಿ ಉದಯ ಕುಮಾರ್ ಮಾತನಾಡಿ ನನ್ನ ಮತ್ತು ಮಹಾಂತೇಶ ಅವರ ನಂಟು ಹಲವಾರು ವರ್ಷಗಳದು. ಅಲ್ಲಿಂದ ಇಲ್ಲಿಯವರೆಗೂ ನಿರಂತರವಾಗಿ ನಾಟಕ ಕೊಂಡು ಬಂದಿದೆ. ಬೇರೆ ಬೇರೆ ನಾಟಕ ಸೇರಿದಂತೆ ಒಟ್ಟು ನಾಟಕ ಪ್ರಯೋಗಗಳ ಮಹಾಂತೇಶ ಕೆಲಸ ಮಾಡುತ್ತಾರೆ ಎಂದರು. [1007, 455, 1238, 754]
article-theatre-col1: ತುಮಕೂರು ಹಾಗೂ ಕಾರ್ಮಿಕ ರಂಗಭೂಮಿಗೆ ಸೈಯದ್ ಅಹಮದ್ ಖಾನ್ ಅವರು ನೀಡಿರುವ ಕೊಡುಗೆ ಅವಿಸ್ಮರಣೀಯವಾದುದು ಎಂದು ಚಲನಚಿತ್ರ ನಟ, ನಿರ್ದೇಶಕ ಬಿ. ಸುರೇಶ್ ಪ್ರಶಂಸಿಸಿದರು. ಅವರು ತುಮಕೂರಿನ ಗುಬ್ಬಿ ವೀರಣ್ಣ ಕಲಾಕ್ಷೇತ್ರದಲ್ಲಿ ನಾಟಕಮನೆ ತುಮಕೂರು ಆಯೋಜಿಸಿದ್ದ ಎರಡು ದಿನಗಳ ರಂಗ ಸಂವಾದ ಮತ್ತು ಅಭಿನಂದನಾ ಕಾರ್ಯಕ್ರಮಕ್ಕೆ ಚಾಲನೆ ನೀಡಿ ಮಾತನಾಡಿದರು. ನಾಟಕ, ಸಿನಿಮಾ, ಕಿರುತೆರೆ ಹೀಗೆ ಬಹು ಮಾಧ್ಯಮಗಳಲ್ಲಿ ಖಾನ್ ಅವರ ಛಾಪು ಮೂಡಿಸಿದ್ದಾರೆ. ನಾಟಕದ ಮೂಲಕ ದೊಡ್ಡ ಮಾಧ್ಯಮಕ್ಕೆ ಮೆರಗು ತಂದಿದ್ದಾರೆ ಎಂದರು. ಎ.ಐ. ನ ನಡೆ ಸಹಪಾಠಿಯಾಗಿದ್ದ ಖಾನ್ ಗೆ ನಾನು ಸಂಸ್ಕಾರ ನೀಡಿದ್ದೆ, ಹೊಸ ತಲೆಮಾರಿನ ಧ್ವನಿಯಾಗಿ ಕಾರ್ಮಿಕ ರಂಗಭೂಮಿಯನ್ನು ಕಟ್ಟಿ ಬೆಳೆಸಿದರು. ಎಲ್ಲಕ್ಕೂ ಮಿಗಿಲಾಗಿ ಅವರ ಚಿಂತನೆ ಕೇವಲ ನಾಟಕ ಆಡುವುದಕ್ಕೆ ಸೀಮಿತವಾಗಿರದೆ ಸಮಾಜದ ಕೂಡ ಸಂಪರ್ಕ ಸಾಧಿಸುವ ವಿಧಾನವಾಗಿತ್ತು. ಇನ್ನೂ ನಾಟಕದ ಆಯೋಜನೆ ನಾಟಕಮನೆ ಮಹಾಂತೇಶ ಹಾಗೂ ತಂಡದ ವರ್ಗಗಳ ಪರಿಶ್ರಮ ಸಂವಾದವನ್ನು ಯಶಸ್ವಿಗೊಳಿಸಿತು ಎಂದರು. ಸಾಹಿತ್ಯ ನಿರ್ದೇಶಕ ಹಾಗೂ ರಂಗ ಶಿಕ್ಷಕರು ಹಾಜರಿದ್ದರು. [764, 229, 1000, 659]
article-crop-insurance-body: ತುಮಕೂರು : ಪಾವಗಡ ತಾಲ್ಲೂಕು ವ್ಯಾಪ್ತಿಯಲ್ಲಿ 2023-24ನೇ ಸಾಲಿನ ಮುಂಗಾರು ಹಂಗಾಮಿನಲ್ಲಿ ಬೆಳೆ ವಿಮೆಗೆ ನೋಂದಾಯಿಸಿದ ಹಾಗೂ ವಿಮಾ ಮೊತ್ತ ಪಾವತಿಯಾಗದೆ ಇರುವ ರೈತರು ಅಗತ್ಯ ದಾಖಲೆಗಳನ್ನು ಸಲ್ಲಿಸುವಂತೆ ಜಂಟಿ ಕೃಷಿ ನಿರ್ದೇಶಕ ರಮೇಶ್ ಕುಮಾರ್ ಮನವಿ ಮಾಡಿದ್ದಾರೆ. ಇದುವರೆಗೂ ವಿಮಾ ಮೊತ್ತ ಪಾವತಿಯಾಗದೇ ಇರುವ ಪಾವಗಡ ತಾಲೂಕಿನ 423 ರೈತರ ಪ್ರಸ್ತಾವನೆ ತಿರಸ್ಕೃತಗೊಂಡಿದ್ದು, ಪಾವಗಡದ ಸಹಾಯಕ ಕೃಷಿ ನಿರ್ದೇಶಕರ ಕಚೇರಿ, ರೈತ ಸಂಪರ್ಕ ಕೇಂದ್ರಗಳು ಹಾಗೂ ಗ್ರಾಮ ಪಂಚಾಯಿತಿಗಳ ಸೂಚನಾ ಫಲಕಗಳಲ್ಲಿ ಪ್ರಕಟಿಸಲಾಗಿದೆ. ರೈತರು ತಮ್ಮ ಹೆಸರು ಪಟ್ಟಿಯಲ್ಲಿದ್ದಲ್ಲಿ 2023-24 ಮುಂಗಾರು ಹಂಗಾಮಿನ ಪಹಣಿ ಪತ್ರಿಕೆ ಅಥವಾ ಬೆಳೆ ದೃಢೀಕರಣ ಪತ್ರವನ್ನು ಹತ್ತಿರದ ರೈತ ಸಂಪರ್ಕ ಕೇಂದ್ರ ಅಥವಾ ಸಹಾಯಕ ಕೃಷಿ ನಿರ್ದೇಶಕರ ಕಚೇರಿಗೆ ಫೆಬ್ರವರಿ 28ರೊಳಗಾಗಿ ಸಲ್ಲಿಸಬೇಕೆಂದು ಅವರು ತಿಳಿಸಿದ್ದಾರೆ. [950, 2202, 1479, 2348]
headline-schools: ಸರ್ಕಾರಿ ಶಾಲೆಗಳ ಉಳಿವು ಪೋಷಕರ ಕೈಯಲ್ಲಿದೆ : ಡಾ.ಸಾಯಿ ಸುಮನಾ [33, 971, 876, 1015]
headline-theatre: ಕಾರ್ಮಿಕ ರಂಗಭೂಮಿಗೆ ಸಾಕಷ್ಟು ಕೊಡುಗೆ [764, 128, 1321, 177]
photo-illustration [310, 322, 756, 646]
photo-panchayat-president [950, 1627, 1479, 1890]
article-schools-col-top: ಮಾಡಲು ಎಲ್ಲರೂ ಸಿದ್ಧರಾಗಬೇಕು ಎಂದರು. ಕಾರ್ಯಕ್ರಮಕ್ಕೆ ಆಗಮಿಸಿದ ವೇಳೆ ಶಾಲಾ ಅಭಿವೃದ್ಧಿ ಮಂಡಳಿ, ಶಿಕ್ಷಕರು ಹಾಗೂ ಲೊಟ್ಟು ಪೋಷಕರು ಶಾಲೆಯಲ್ಲಿ ಸುಸಜ್ಜಿತವಾದ ರಂಗಮಂದಿರ ನಿರ್ಮಿಸಿ ಕೊಡುವಂತೆ ಮನವಿ ಇಟ್ಟಿದ್ದರು. ಸರ್ಕಾರಿ ಶಾಲೆಗಳ ವಿದ್ಯಾರ್ಥಿಗಳಿಗಾಗಿ ಅನೇಕ ಕಾರ್ಯಕ್ರಮಗಳನ್ನು ಹಮ್ಮಿಕೊಂಡಿದ್ದು ವಿದ್ಯಾರ್ಥಿಗಳಿಗೆ ನನ್ನ ಮಕ್ಕಳ ಹೆಸರಿನಲ್ಲಿ ಒಂದು ಲಕ್ಷದ ಠೇವಣಿ ಇಟ್ಟು ಬಂದ ಬಡ್ಡಿ ಹಣದಿಂದ ಬಹುಮಾನ ನೀಡಲಾಗುವುದು ಎಂದರು. [637, 1051, 943, 1197]
headline-corruption: ನಗರ ಪಾಲಿಕೆ ಆಡಳಿತ ಭ್ರಷ್ಟಾಚಾರ ಮುಕ್ತವಾಗಿರಲಿ [33, 51, 730, 104]
